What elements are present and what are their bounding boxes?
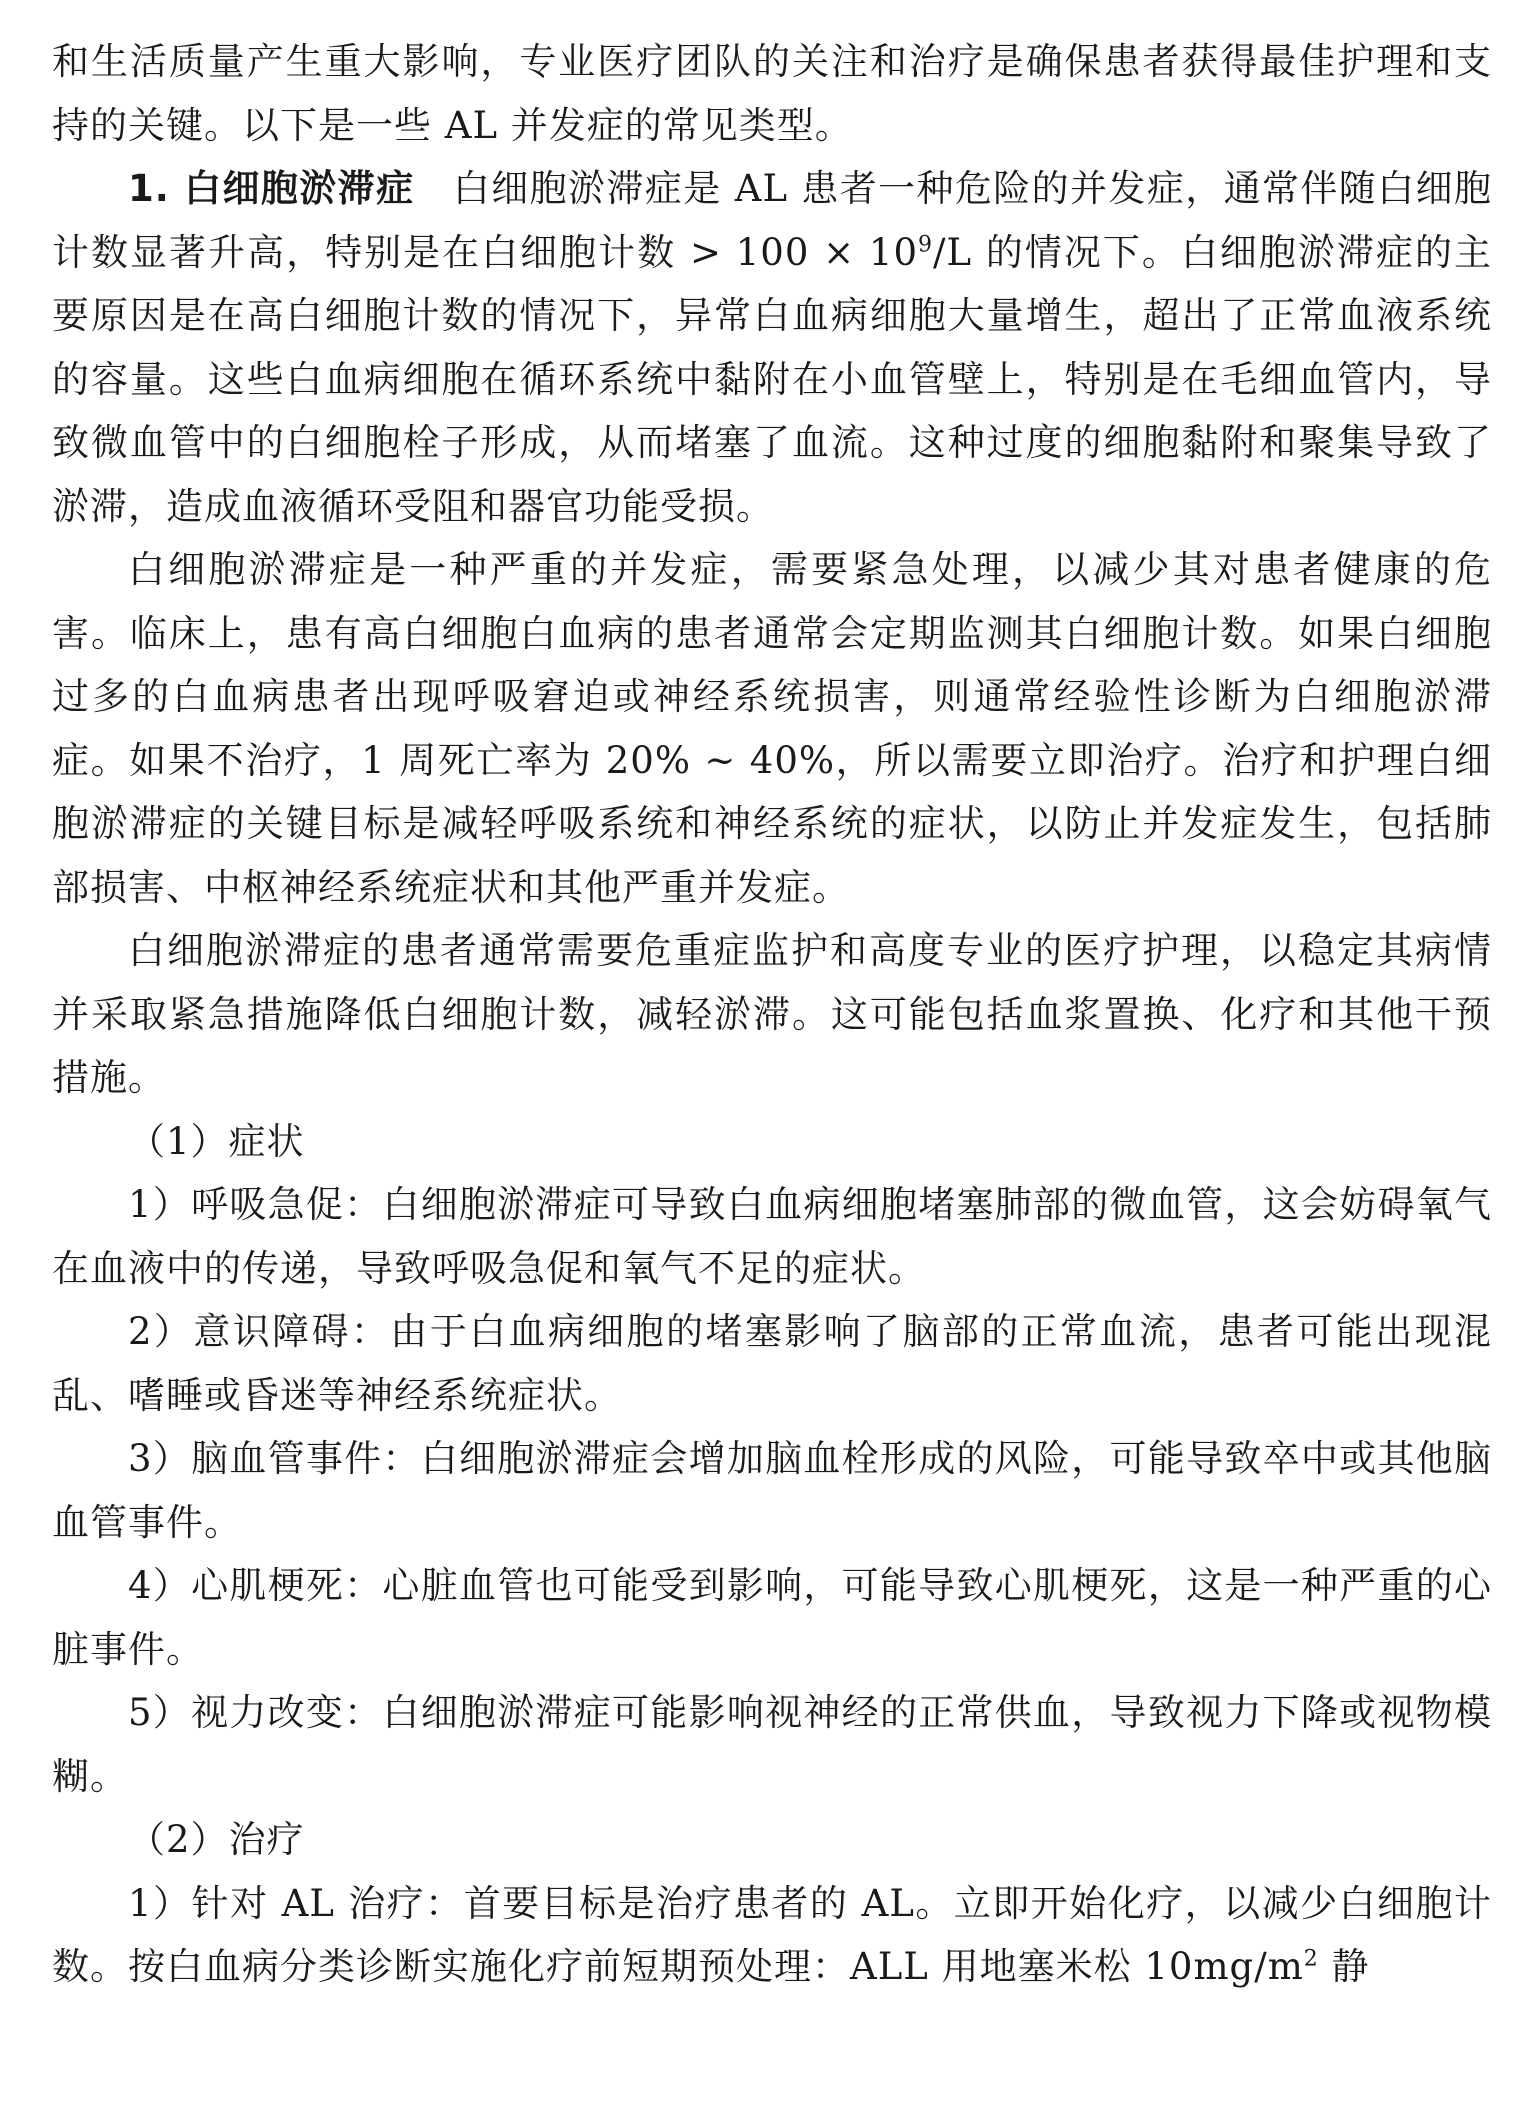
section-heading-leukostasis: 1. 白细胞淤滞症 [128, 167, 415, 210]
paragraph-intro: 和生活质量产生重大影响，专业医疗团队的关注和治疗是确保患者获得最佳护理和支持的关键。以下是一些 AL 并发症的常见类型。 [52, 40, 1492, 147]
treatment-text-part1: 1）针对 AL 治疗：首要目标是治疗患者的 AL。立即开始化疗，以减少白细胞计数。按白血病分类诊断实施化疗前短期预处理：ALL 用地塞米松 10mg/m [52, 1881, 1492, 1988]
treatment-text-part2: 静 [1318, 1945, 1370, 1988]
subheading-symptoms: （1）症状 [128, 1119, 305, 1163]
exponent-2: 2 [1303, 1946, 1319, 1972]
leukostasis-text-part2: /L 的情况下。白细胞淤滞症的主要原因是在高白细胞计数的情况下，异常白血病细胞大量增生，超出了正常血液系统的容量。这些白血病细胞在循环系统中黏附在小血管壁上，特别是在毛细血管内，导致微血管中的白细胞栓子形成，从而堵塞了血流。这种过度的细胞黏附和聚集导致了淤滞，造成血液循环受阻和器官功能受损。 [52, 230, 1492, 528]
symptom-item-1: 1）呼吸急促：白细胞淤滞症可导致白血病细胞堵塞肺部的微血管，这会妨碍氧气在血液中的传递，导致呼吸急促和氧气不足的症状。 [52, 1183, 1492, 1290]
exponent-9: 9 [918, 232, 934, 258]
symptom-item-5: 5）视力改变：白细胞淤滞症可能影响视神经的正常供血，导致视力下降或视物模糊。 [52, 1691, 1492, 1798]
subheading-treatment: （2）治疗 [128, 1818, 305, 1861]
paragraph-leukostasis-definition [52, 157, 1492, 538]
symptom-item-2: 2）意识障碍：由于白血病细胞的堵塞影响了脑部的正常血流，患者可能出现混乱、嗜睡或昏迷等神经系统症状。 [52, 1310, 1492, 1417]
document-body [52, 30, 1492, 1999]
symptom-item-4: 4）心肌梗死：心脏血管也可能受到影响，可能导致心肌梗死，这是一种严重的心脏事件。 [52, 1564, 1492, 1671]
paragraph-leukostasis-severity: 白细胞淤滞症是一种严重的并发症，需要紧急处理，以减少其对患者健康的危害。临床上，患有高白细胞白血病的患者通常会定期监测其白细胞计数。如果白细胞过多的白血病患者出现呼吸窘迫或神经系统损害，则通常经验性诊断为白细胞淤滞症。如果不治疗，1 周死亡率为 20% ~ 40%，所以需要立即治疗。治疗和护理白细胞淤滞症的关键目标是减轻呼吸系统和神经系统的症状，以防止并发症发生，包括肺部损害、中枢神经系统症状和其他严重并发症。 [52, 548, 1492, 909]
paragraph-leukostasis-care: 白细胞淤滞症的患者通常需要危重症监护和高度专业的医疗护理，以稳定其病情并采取紧急措施降低白细胞计数，减轻淤滞。这可能包括血浆置换、化疗和其他干预措施。 [52, 929, 1492, 1099]
treatment-item-1 [52, 1872, 1492, 1999]
symptom-item-3: 3）脑血管事件：白细胞淤滞症会增加脑血栓形成的风险，可能导致卒中或其他脑血管事件。 [52, 1437, 1492, 1544]
leukostasis-text-part1: 白细胞淤滞症是 AL 患者一种危险的并发症，通常伴随白细胞计数显著升高，特别是在白细胞计数 > 100 × 10 [52, 167, 1493, 274]
